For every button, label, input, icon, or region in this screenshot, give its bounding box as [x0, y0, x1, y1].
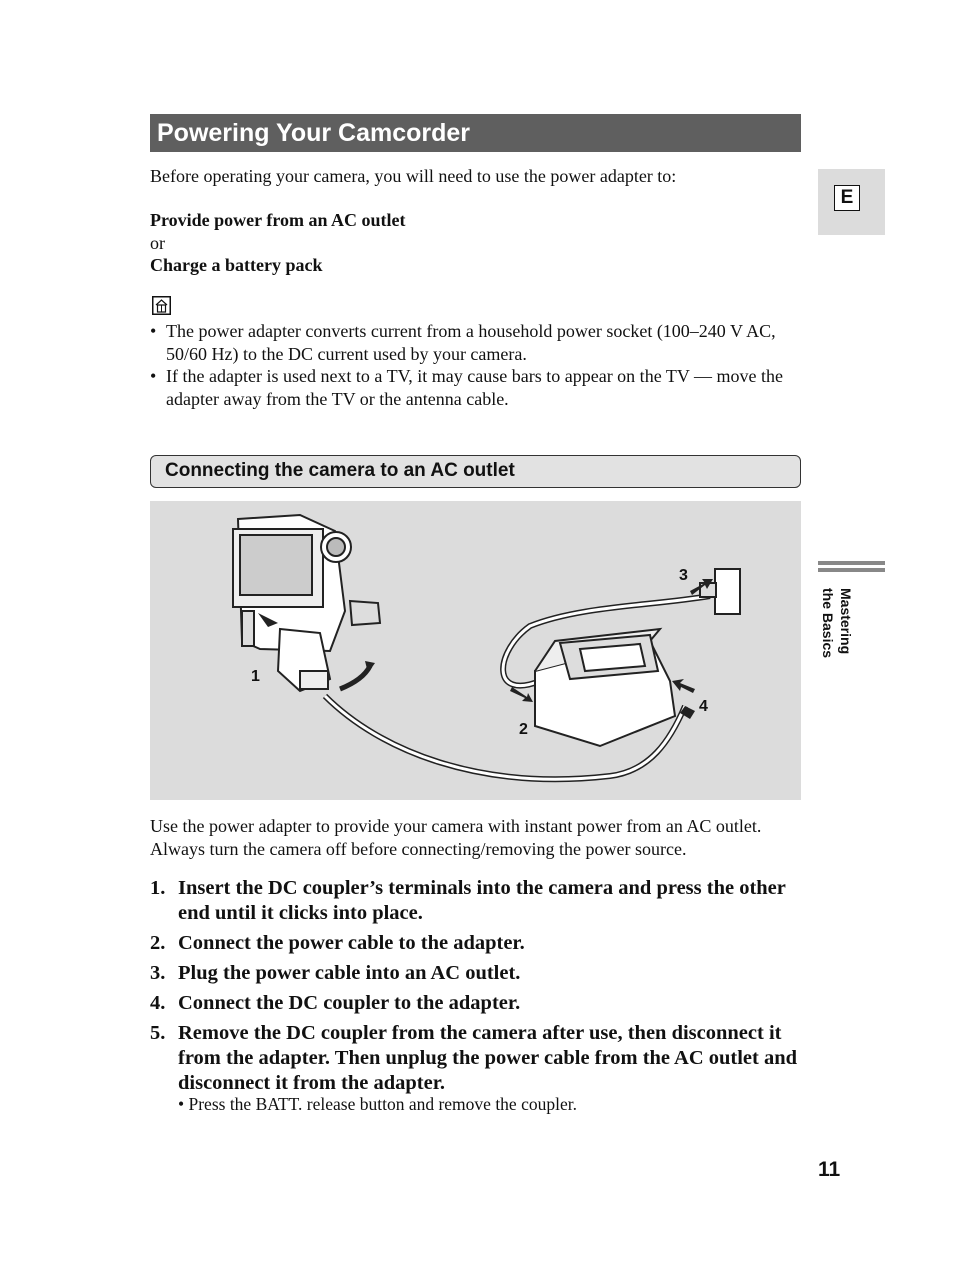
option-or: or — [150, 233, 165, 253]
option-charge: Charge a battery pack — [150, 255, 323, 275]
intro-text: Before operating your camera, you will need to use the power adapter to: — [150, 166, 677, 186]
section-tab-bars — [818, 561, 885, 575]
option-ac-power: Provide power from an AC outlet — [150, 210, 406, 230]
step-5-note: • Press the BATT. release button and remove the coupler. — [178, 1094, 577, 1114]
step-item: 2. Connect the power cable to the adapter. — [150, 932, 525, 954]
step-item: 5. Remove the DC coupler from the camera after use, then disconnect it from the adapter. Then unplug the power cable from the AC outlet and disconnect it from the adapter. — [150, 1022, 798, 1094]
figure-label-2: 2 — [519, 721, 528, 738]
notes-list — [150, 320, 810, 410]
figure-label-1: 1 — [251, 668, 260, 685]
language-letter: E — [834, 185, 860, 211]
page-title: Powering Your Camcorder — [150, 114, 801, 152]
note-item: • The power adapter converts current from a household power socket (100–240 V AC, 50/60 Hz) to the DC current used by your camera. — [150, 320, 810, 365]
note-icon — [152, 296, 171, 315]
figure-label-3: 3 — [679, 567, 688, 584]
connection-illustration — [150, 501, 801, 800]
step-item: 4. Connect the DC coupler to the adapter. — [150, 992, 521, 1014]
section-subheading: Connecting the camera to an AC outlet — [150, 455, 801, 488]
section-label: Mastering the Basics — [820, 588, 854, 659]
page-number: 11 — [818, 1158, 841, 1181]
steps-list — [150, 876, 810, 1101]
note-item: • If the adapter is used next to a TV, it may cause bars to appear on the TV — move the adapter away from the TV or the antenna cable. — [150, 365, 810, 410]
step-item: 3. Plug the power cable into an AC outlet. — [150, 962, 521, 984]
language-tab — [818, 169, 885, 235]
step-item: 1. Insert the DC coupler’s terminals into the camera and press the other end until it clicks into place. — [150, 877, 786, 924]
usage-text: Use the power adapter to provide your camera with instant power from an AC outlet. Always turn the camera off before connecting/removing the power source. — [150, 816, 762, 859]
figure-label-4: 4 — [699, 698, 708, 715]
